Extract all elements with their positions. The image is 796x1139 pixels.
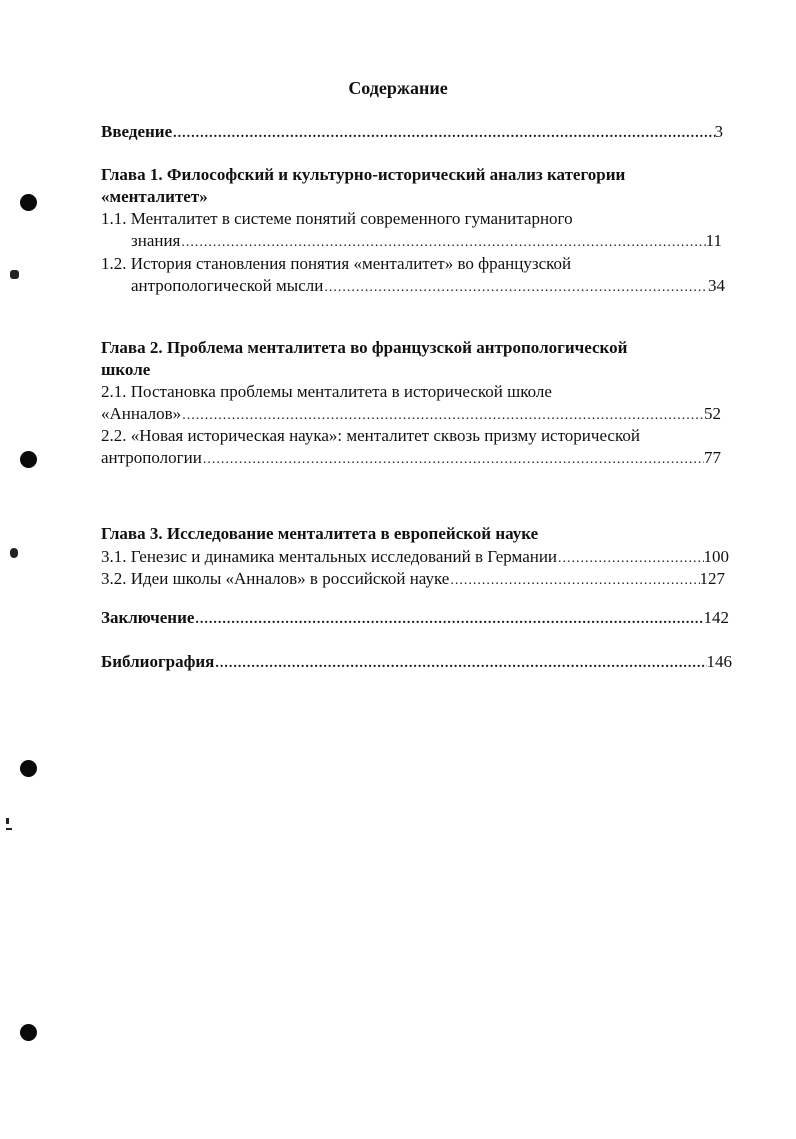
leader-dots [181,405,704,427]
toc-page-number: 3 [714,122,723,141]
punch-hole-4 [20,1024,37,1041]
leader-dots [323,277,708,299]
punch-hole-2 [20,451,37,468]
toc-entry-section-2-1[interactable] [101,403,721,427]
section-1-2-line-1: 1.2. История становления понятия «менталитет» во французской [101,254,572,273]
toc-entry-section-2-2[interactable] [101,447,721,471]
section-2-2-line-1: 2.2. «Новая историческая наука»: менталитет сквозь призму исторической [101,426,640,445]
toc-page-number: 100 [703,547,729,566]
toc-entry-section-1-2[interactable] [131,275,725,299]
leader-dots [214,653,706,675]
toc-page-number: 127 [699,569,725,588]
leader-dots [449,570,699,592]
toc-label: «Анналов» [101,404,182,423]
chapter-3-heading: Глава 3. Исследование менталитета в европейской науке [101,524,539,543]
toc-page-number: 11 [705,231,722,250]
leader-dots [202,449,704,471]
toc-label: Библиография [101,652,215,671]
toc-page-number: 146 [706,652,732,671]
section-2-1-line-1: 2.1. Постановка проблемы менталитета в исторической школе [101,382,552,401]
leader-dots [172,123,714,145]
section-1-1-line-1: 1.1. Менталитет в системе понятий современного гуманитарного [101,209,573,228]
toc-entry-introduction[interactable] [101,121,723,145]
scan-speck-3 [6,818,9,824]
toc-entry-bibliography[interactable] [101,651,732,675]
chapter-1-heading-line-1: Глава 1. Философский и культурно-исторический анализ категории [101,165,626,184]
punch-hole-3 [20,760,37,777]
scan-speck-2 [10,548,18,558]
leader-dots [557,548,703,570]
leader-dots [180,232,705,254]
chapter-1-heading-line-2: «менталитет» [101,187,208,206]
toc-entry-section-3-1[interactable] [101,546,729,570]
leader-dots [194,609,703,631]
scan-speck-4 [6,828,12,830]
toc-label: 3.1. Генезис и динамика ментальных исследований в Германии [101,547,558,566]
toc-entry-section-3-2[interactable] [101,568,725,592]
toc-label: антропологии [101,448,202,467]
toc-label: Заключение [101,608,195,627]
chapter-2-heading-line-1: Глава 2. Проблема менталитета во французской антропологической [101,338,628,357]
toc-page-number: 52 [704,404,721,423]
toc-page-number: 142 [703,608,729,627]
toc-entry-conclusion[interactable] [101,607,729,631]
toc-label: 3.2. Идеи школы «Анналов» в российской науке [101,569,450,588]
page-title: Содержание [348,78,448,98]
scan-speck-1 [10,270,19,279]
toc-label: Введение [101,122,173,141]
toc-label: антропологической мысли [131,276,324,295]
toc-page-number: 34 [708,276,725,295]
punch-hole-1 [20,194,37,211]
chapter-2-heading-line-2: школе [101,360,151,379]
toc-page-number: 77 [704,448,721,467]
toc-entry-section-1-1[interactable] [131,230,722,254]
toc-label: знания [131,231,181,250]
